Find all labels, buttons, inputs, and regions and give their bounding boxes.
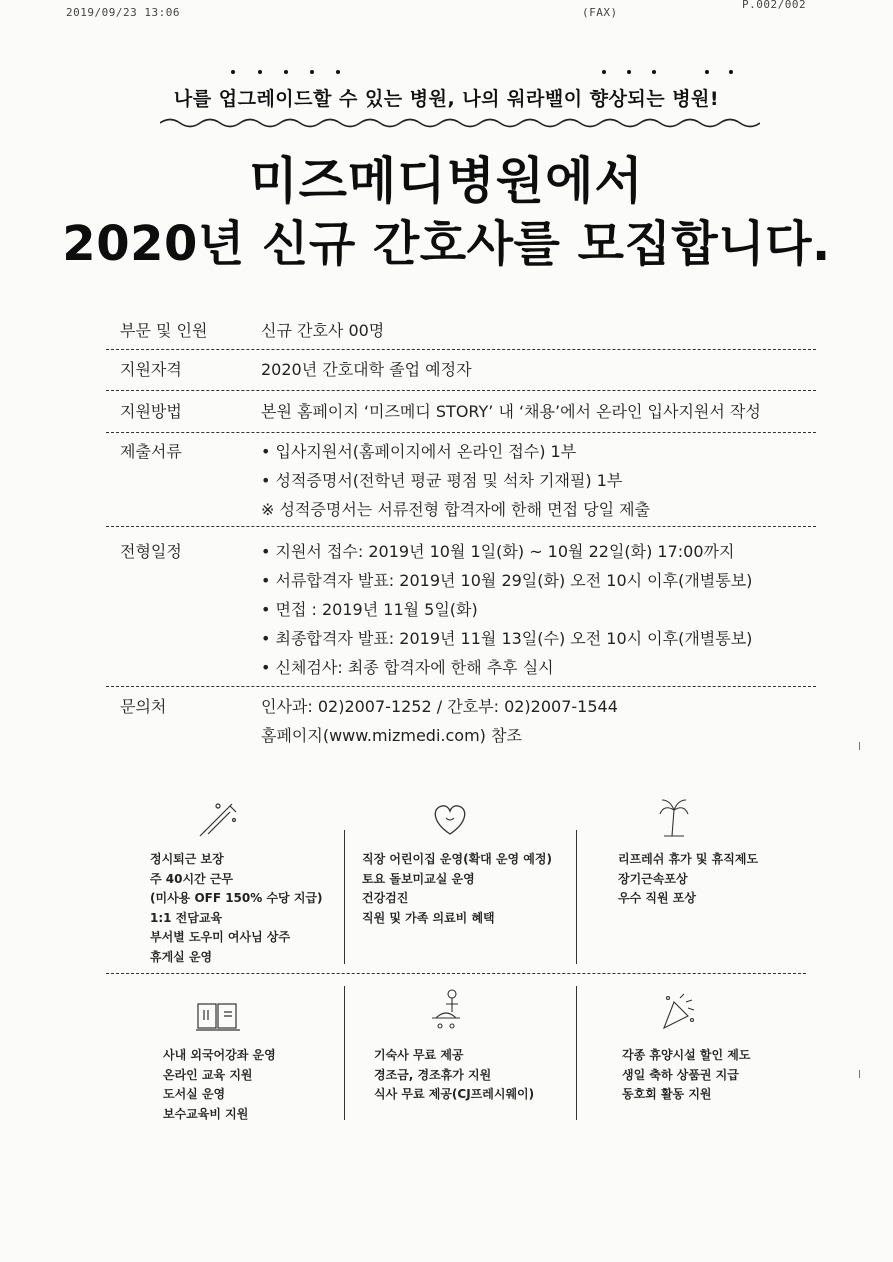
scan-mark (859, 742, 860, 750)
headline-line-1: 미즈메디병원에서 (249, 152, 644, 210)
row-divider (106, 349, 816, 350)
benefit-column: 리프레쉬 휴가 및 휴직제도 장기근속포상 우수 직원 포상 (618, 852, 759, 905)
detail-label: 지원자격 (120, 360, 182, 379)
detail-value: • 입사지원서(홈페이지에서 온라인 접수) 1부 • 성적증명서(전학년 평균 평점 및 석차 기재필) 1부 ※ 성적증명서는 서류전형 합격자에 한해 면접 당일 제출 (261, 442, 651, 519)
wave-divider (160, 116, 760, 130)
benefit-column: 사내 외국어강좌 운영 온라인 교육 지원 도서실 운영 보수교육비 지원 (163, 1048, 276, 1121)
detail-label: 문의처 (120, 697, 167, 716)
fax-label: (FAX) (582, 6, 618, 19)
detail-label: 지원방법 (120, 402, 182, 421)
palm-tree-icon (656, 796, 692, 840)
fax-page-number: P.002/002 (742, 0, 807, 11)
tagline: 나를 업그레이드할 수 있는 병원, 나의 워라밸이 향상되는 병원! (173, 88, 720, 110)
column-divider (576, 830, 577, 964)
column-divider (344, 830, 345, 964)
detail-value: 신규 간호사 00명 (261, 321, 385, 340)
book-icon (194, 1000, 242, 1034)
row-divider (106, 390, 816, 391)
detail-label: 제출서류 (120, 442, 182, 461)
detail-label: 전형일정 (120, 542, 182, 561)
row-divider (106, 686, 816, 687)
syringe-icon (196, 800, 240, 840)
heart-icon (428, 800, 472, 838)
column-divider (576, 986, 577, 1120)
benefits-divider (106, 973, 806, 974)
headline-line-2: 2020년 신규 간호사를 모집합니다. (62, 216, 831, 272)
column-divider (344, 986, 345, 1120)
detail-value: 2020년 간호대학 졸업 예정자 (261, 360, 472, 379)
fax-datetime: 2019/09/23 13:06 (66, 6, 180, 19)
row-divider (106, 432, 816, 433)
dining-icon (426, 986, 466, 1032)
detail-value: • 지원서 접수: 2019년 10월 1일(화) ~ 10월 22일(화) 17:00까지 • 서류합격자 발표: 2019년 10월 29일(화) 오전 10시 이후(개별통보) • 면접 : 2019년 11월 5일(화) • 최종합격자 발표: 2019년 11월 13일(수) 오전 10시 이후(개별통보) • 신체검사: 최종 합격자에 한해 추후 실시 (261, 542, 753, 677)
row-divider (106, 526, 816, 527)
benefit-column: 각종 휴양시설 할인 제도 생일 축하 상품권 지급 동호회 활동 지원 (622, 1048, 751, 1101)
celebration-icon (654, 990, 698, 1032)
detail-value: 본원 홈페이지 ‘미즈메디 STORY’ 내 ‘채용’에서 온라인 입사지원서 작성 (261, 402, 761, 421)
benefit-column: 정시퇴근 보장 주 40시간 근무 (미사용 OFF 150% 수당 지급) 1:1 전담교육 부서별 도우미 여사님 상주 휴게실 운영 (150, 852, 323, 964)
scan-mark (859, 1070, 860, 1078)
benefit-column: 기숙사 무료 제공 경조금, 경조휴가 지원 식사 무료 제공(CJ프레시웨이) (374, 1048, 535, 1101)
detail-value: 인사과: 02)2007-1252 / 간호부: 02)2007-1544 홈페이지(www.mizmedi.com) 참조 (261, 697, 618, 745)
benefit-column: 직장 어린이집 운영(확대 운영 예정) 토요 돌보미교실 운영 건강검진 직원 및 가족 의료비 혜택 (362, 852, 552, 925)
detail-label: 부문 및 인원 (120, 321, 208, 340)
